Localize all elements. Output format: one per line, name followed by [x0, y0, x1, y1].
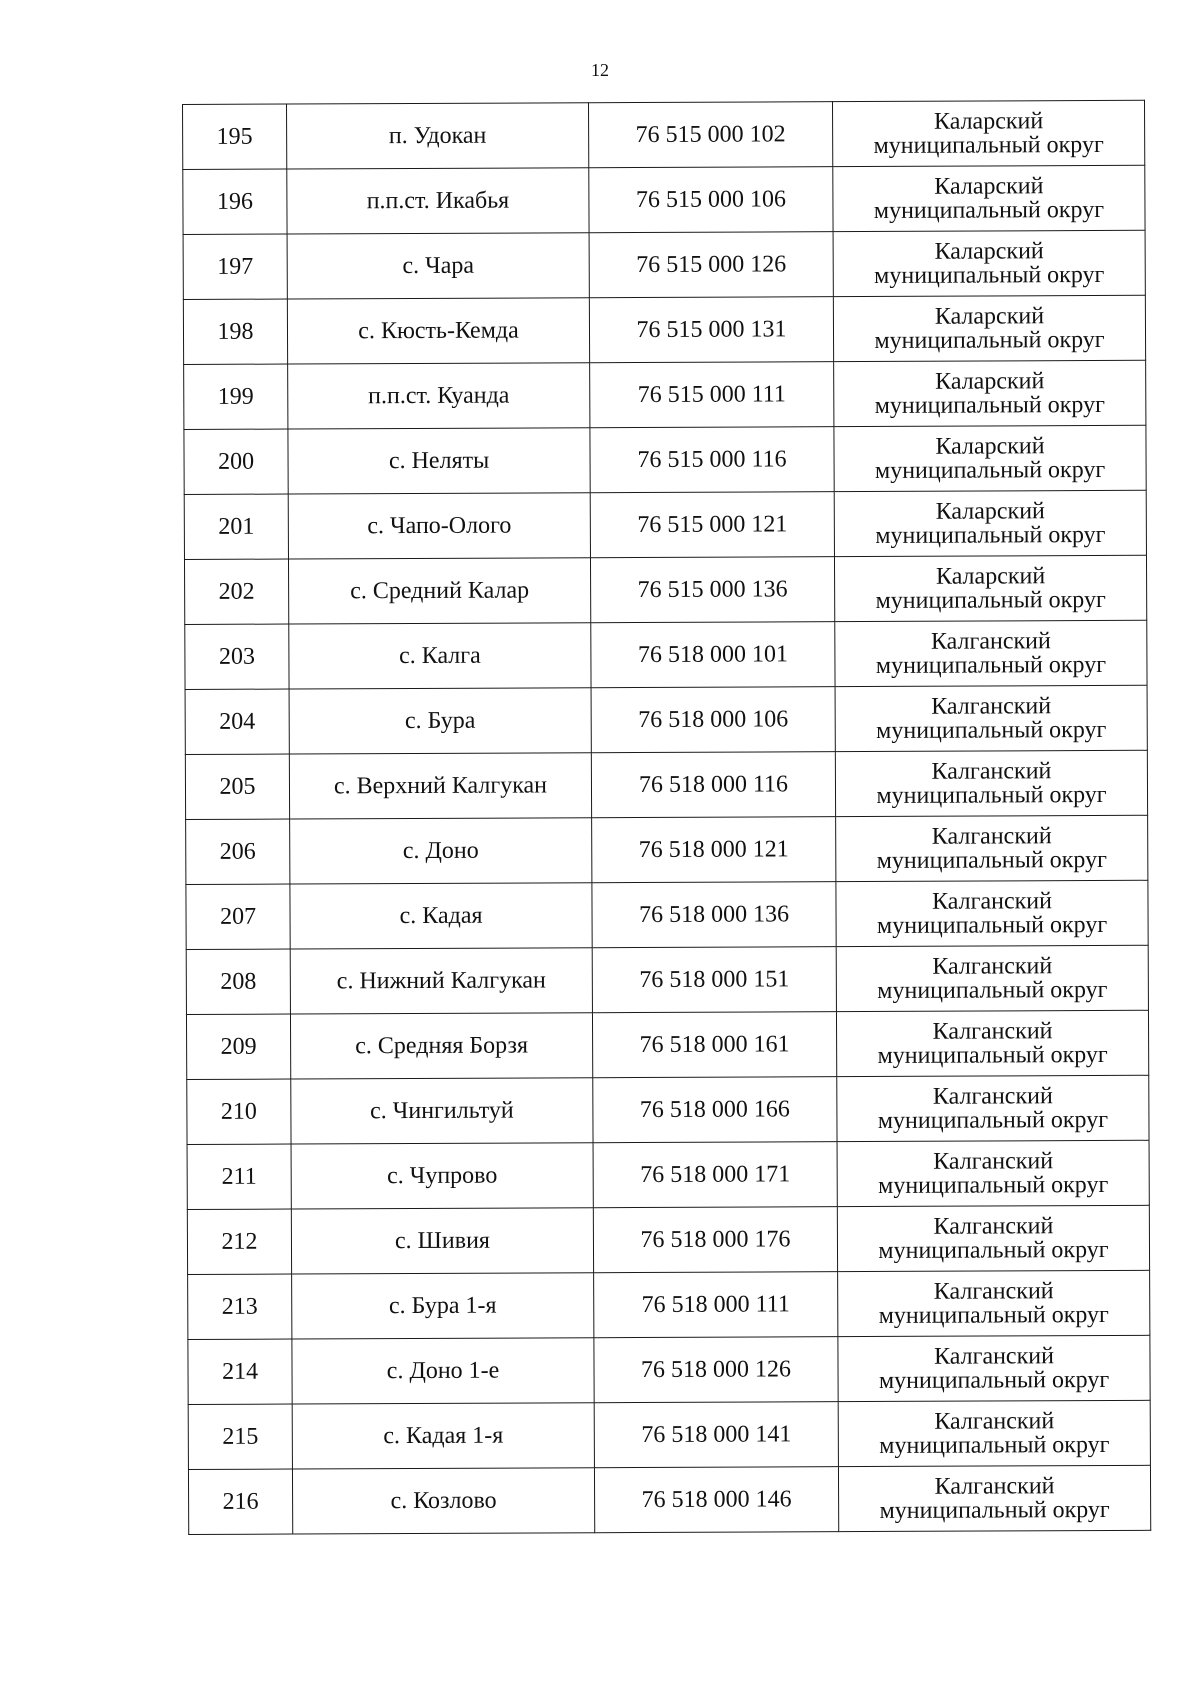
row-number-cell: 208 [186, 949, 290, 1014]
row-number-cell: 214 [188, 1339, 292, 1404]
settlement-name-cell: п. Удокан [287, 103, 589, 169]
table-row [185, 750, 1147, 819]
settlement-code-cell: 76 515 000 131 [589, 297, 833, 363]
district-name: Калганский [931, 888, 1052, 915]
row-number-cell: 197 [183, 234, 287, 299]
table-row [187, 1140, 1149, 1209]
settlement-name-cell: с. Чапо-Олого [288, 493, 590, 559]
district-cell [834, 360, 1146, 426]
district-type: муниципальный округ [876, 716, 1107, 744]
table-row [184, 490, 1146, 559]
table-row [187, 1075, 1149, 1144]
district-cell [835, 685, 1147, 751]
district-name: Калганский [934, 1473, 1055, 1500]
district-name: Калганский [933, 1278, 1054, 1305]
row-number-cell: 216 [188, 1469, 292, 1534]
settlement-code-cell: 76 518 000 176 [593, 1207, 837, 1273]
district-name: Каларский [935, 563, 1046, 590]
district-name: Каларский [934, 173, 1044, 200]
table-row [183, 100, 1145, 169]
district-cell [833, 230, 1145, 296]
district-name: Калганский [931, 823, 1052, 850]
settlement-code-cell: 76 518 000 171 [593, 1142, 837, 1208]
row-number-cell: 206 [186, 819, 290, 884]
settlement-code-cell: 76 518 000 161 [592, 1012, 836, 1078]
settlement-name-cell: с. Бура 1-я [292, 1273, 594, 1339]
district-type: муниципальный округ [875, 651, 1107, 679]
district-name: Калганский [933, 1343, 1054, 1370]
district-type: муниципальный округ [873, 131, 1104, 159]
settlement-code-cell: 76 518 000 126 [594, 1337, 838, 1403]
district-cell [838, 1335, 1150, 1401]
table-row [185, 685, 1147, 754]
district-type: муниципальный округ [877, 976, 1108, 1004]
settlement-name-cell: с. Калга [289, 623, 591, 689]
table-row [187, 1205, 1149, 1274]
settlement-code-cell: 76 515 000 102 [588, 102, 832, 168]
district-cell [835, 620, 1147, 686]
district-type: муниципальный округ [877, 1106, 1109, 1134]
district-cell [837, 1140, 1149, 1206]
row-number-cell: 203 [185, 624, 289, 689]
district-cell [834, 555, 1146, 621]
district-name: Каларский [935, 368, 1045, 395]
district-cell [832, 100, 1144, 166]
district-cell [834, 490, 1146, 556]
row-number-cell: 205 [185, 754, 289, 819]
row-number-cell: 201 [184, 494, 288, 559]
row-number-cell: 198 [183, 299, 287, 364]
district-cell [836, 945, 1148, 1011]
row-number-cell: 213 [188, 1274, 292, 1339]
settlement-code-cell: 76 518 000 121 [592, 817, 836, 883]
district-type: муниципальный округ [875, 521, 1106, 549]
table-row [184, 360, 1146, 429]
district-cell [836, 1010, 1148, 1076]
table-row [183, 230, 1145, 299]
district-name: Калганский [933, 1213, 1054, 1240]
settlement-code-cell: 76 518 000 146 [594, 1467, 838, 1533]
settlement-code-cell: 76 515 000 121 [590, 492, 834, 558]
settlement-code-cell: 76 518 000 141 [594, 1402, 838, 1468]
row-number-cell: 215 [188, 1404, 292, 1469]
row-number-cell: 211 [187, 1144, 291, 1209]
district-cell [833, 295, 1145, 361]
settlement-name-cell: с. Кадая 1-я [292, 1403, 594, 1469]
district-cell [838, 1465, 1150, 1531]
table-row [186, 815, 1148, 884]
district-type: муниципальный округ [875, 586, 1106, 614]
district-name: Каларский [934, 303, 1045, 330]
district-type: муниципальный округ [878, 1236, 1109, 1264]
district-name: Каларский [935, 498, 1045, 525]
row-number-cell: 196 [183, 169, 287, 234]
district-name: Калганский [933, 1148, 1054, 1175]
settlement-name-cell: с. Нижний Калгукан [290, 948, 592, 1014]
settlement-code-cell: 76 518 000 111 [594, 1272, 838, 1338]
row-number-cell: 200 [184, 429, 288, 494]
district-type: муниципальный округ [878, 1301, 1109, 1329]
settlement-name-cell: п.п.ст. Икабья [287, 168, 589, 234]
settlement-code-cell: 76 515 000 116 [590, 427, 834, 493]
district-name: Калганский [932, 1083, 1053, 1110]
district-type: муниципальный округ [873, 196, 1105, 224]
row-number-cell: 210 [187, 1079, 291, 1144]
settlement-code-cell: 76 518 000 166 [593, 1077, 837, 1143]
district-name: Каларский [935, 433, 1045, 460]
district-type: муниципальный округ [877, 1041, 1108, 1069]
district-type: муниципальный округ [879, 1431, 1110, 1459]
settlement-code-cell: 76 515 000 111 [590, 362, 834, 428]
settlement-name-cell: с. Чара [287, 233, 589, 299]
row-number-cell: 212 [187, 1209, 291, 1274]
settlement-name-cell: с. Неляты [288, 428, 590, 494]
row-number-cell: 199 [184, 364, 288, 429]
district-name: Калганский [934, 1408, 1055, 1435]
settlement-code-cell: 76 515 000 106 [589, 167, 833, 233]
district-cell [836, 880, 1148, 946]
district-cell [835, 750, 1147, 816]
settlement-name-cell: с. Чупрово [291, 1143, 593, 1209]
table-row [188, 1400, 1150, 1469]
settlement-name-cell: с. Кадая [290, 883, 592, 949]
row-number-cell: 207 [186, 884, 290, 949]
district-cell [837, 1075, 1149, 1141]
district-type: муниципальный округ [874, 326, 1105, 354]
table-row [183, 165, 1145, 234]
district-type: муниципальный округ [879, 1496, 1110, 1524]
row-number-cell: 195 [183, 104, 287, 169]
page-number: 12 [591, 60, 609, 80]
district-cell [837, 1205, 1149, 1271]
table-row [188, 1270, 1150, 1339]
table-row [185, 620, 1147, 689]
district-name: Калганский [932, 953, 1053, 980]
settlement-code-cell: 76 518 000 136 [592, 882, 836, 948]
settlement-code-cell: 76 518 000 116 [591, 752, 835, 818]
row-number-cell: 204 [185, 689, 289, 754]
table-row [188, 1335, 1150, 1404]
district-type: муниципальный округ [874, 456, 1106, 484]
settlement-name-cell: с. Средний Калар [288, 558, 590, 624]
table-row [183, 295, 1145, 364]
settlement-name-cell: с. Верхний Калгукан [289, 753, 591, 819]
district-name: Калганский [931, 693, 1052, 720]
district-name: Калганский [932, 1018, 1053, 1045]
settlement-name-cell: с. Шивия [291, 1208, 593, 1274]
settlement-name-cell: с. Средняя Борзя [290, 1013, 592, 1079]
district-name: Каларский [933, 108, 1044, 135]
table-row [186, 880, 1148, 949]
settlement-name-cell: с. Доно [290, 818, 592, 884]
district-name: Каларский [934, 238, 1044, 265]
settlement-name-cell: с. Доно 1-е [292, 1338, 594, 1404]
settlements-table [182, 100, 1151, 1535]
settlement-code-cell: 76 518 000 151 [592, 947, 836, 1013]
district-type: муниципальный округ [876, 911, 1108, 939]
district-cell [838, 1270, 1150, 1336]
table-row [186, 1010, 1148, 1079]
settlement-name-cell: с. Чингильтуй [291, 1078, 593, 1144]
settlement-code-cell: 76 515 000 126 [589, 232, 833, 298]
settlement-code-cell: 76 518 000 106 [591, 687, 835, 753]
district-name: Калганский [930, 628, 1051, 655]
district-type: муниципальный округ [874, 261, 1105, 289]
district-type: муниципальный округ [876, 846, 1107, 874]
settlement-code-cell: 76 515 000 136 [590, 557, 834, 623]
settlement-name-cell: с. Бура [289, 688, 591, 754]
district-cell [838, 1400, 1150, 1466]
settlement-name-cell: п.п.ст. Куанда [288, 363, 590, 429]
settlement-name-cell: с. Козлово [292, 1468, 594, 1534]
table-row [184, 425, 1146, 494]
district-cell [833, 165, 1145, 231]
district-type: муниципальный округ [878, 1366, 1110, 1394]
table-row [188, 1465, 1150, 1534]
district-type: муниципальный округ [878, 1171, 1109, 1199]
district-type: муниципальный округ [874, 391, 1105, 419]
district-cell [834, 425, 1146, 491]
table-row [184, 555, 1146, 624]
row-number-cell: 209 [186, 1014, 290, 1079]
district-type: муниципальный округ [876, 781, 1107, 809]
settlements-table-body [183, 100, 1151, 1534]
table-row [186, 945, 1148, 1014]
row-number-cell: 202 [184, 559, 288, 624]
district-name: Калганский [931, 758, 1052, 785]
settlement-code-cell: 76 518 000 101 [591, 622, 835, 688]
settlement-name-cell: с. Кюсть-Кемда [287, 298, 589, 364]
district-cell [836, 815, 1148, 881]
